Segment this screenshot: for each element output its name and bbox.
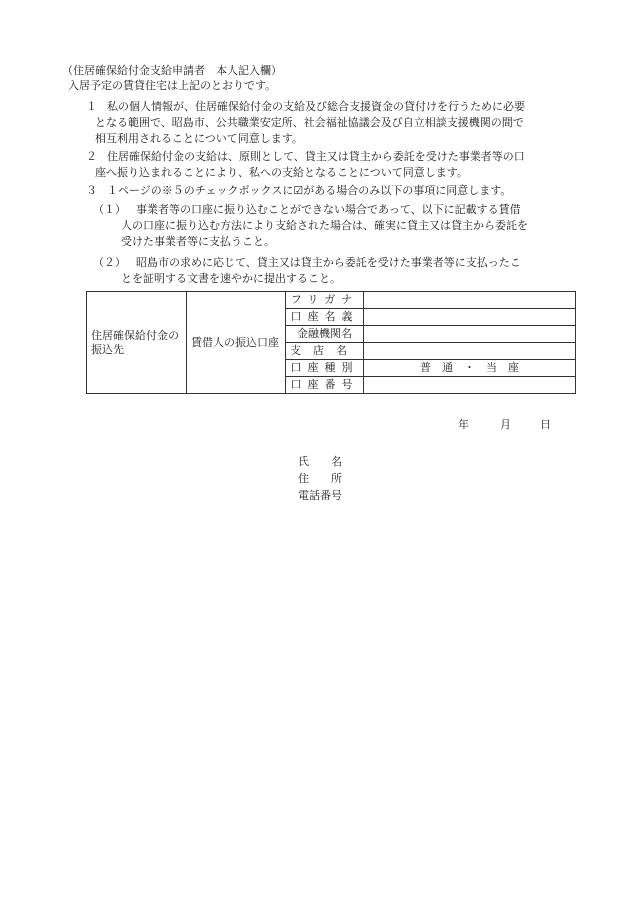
- date-month: 月: [500, 418, 511, 431]
- item-text: 住居確保給付金の支給は、原則として、貸主又は貸主から委託を受けた事業者等の口: [107, 150, 525, 163]
- intro-text: 入居予定の賃貸住宅は上記のとおりです。: [68, 79, 277, 92]
- subitem-text: 昭島市の求めに応じて、貸主又は貸主から委託を受けた事業者等に支払ったこ: [136, 256, 521, 269]
- item-text: となる範囲で、昭島市、公共職業安定所、社会福祉協議会及び自立相談支援機関の間で: [95, 116, 524, 129]
- subitem-text: 事業者等の口座に振り込むことができない場合であって、以下に記載する賃借: [136, 203, 521, 216]
- subitem-number: （２）: [93, 256, 126, 269]
- item-number: １: [86, 100, 97, 113]
- item-number: ２: [86, 150, 97, 163]
- bank-name-label: 金融機関名: [286, 326, 364, 343]
- item-text: １ページの※５のチェックボックスに☑がある場合のみ以下の事項に同意します。: [107, 184, 512, 197]
- table-row: [87, 292, 576, 309]
- account-holder-input[interactable]: [364, 309, 576, 326]
- branch-name-label: 支店名: [286, 343, 364, 360]
- account-holder-label: 口座名義: [286, 309, 364, 326]
- item-text: 私の個人情報が、住居確保給付金の支給及び総合支援資金の貸付けを行うために必要: [107, 100, 525, 113]
- subitem-text: 受けた事業者等に支払うこと。: [121, 235, 275, 248]
- payment-destination-label: 住居確保給付金の振込先: [87, 292, 187, 394]
- tenant-account-label: 賃借人の振込口座: [187, 292, 286, 394]
- subitem-number: （１）: [93, 203, 126, 216]
- signature-phone-label: 電話番号: [298, 489, 342, 502]
- branch-name-input[interactable]: [364, 343, 576, 360]
- item-text: 座へ振り込まれることにより、私への支給となることについて同意します。: [95, 166, 468, 179]
- subitem-text: 人の口座に振り込む方法により支給された場合は、確実に貸主又は貸主から委託を: [121, 219, 528, 232]
- date-year: 年: [458, 418, 469, 431]
- bank-account-table: [86, 291, 576, 394]
- signature-address-label: 住 所: [298, 472, 342, 485]
- subitem-text: とを証明する文書を速やかに提出すること。: [121, 272, 341, 285]
- item-text: 相互利用されることについて同意します。: [95, 132, 303, 145]
- furigana-label: フリガナ: [286, 292, 364, 309]
- furigana-input[interactable]: [364, 292, 576, 309]
- signature-name-label: 氏 名: [298, 455, 342, 468]
- account-number-label: 口座番号: [286, 377, 364, 394]
- section-header: （住居確保給付金支給申請者 本人記入欄）: [62, 64, 282, 77]
- item-number: ３: [86, 184, 97, 197]
- account-type-value[interactable]: 普 通 ・ 当 座: [364, 360, 576, 377]
- bank-name-input[interactable]: [364, 326, 576, 343]
- date-day: 日: [540, 418, 551, 431]
- account-type-label: 口座種別: [286, 360, 364, 377]
- account-number-input[interactable]: [364, 377, 576, 394]
